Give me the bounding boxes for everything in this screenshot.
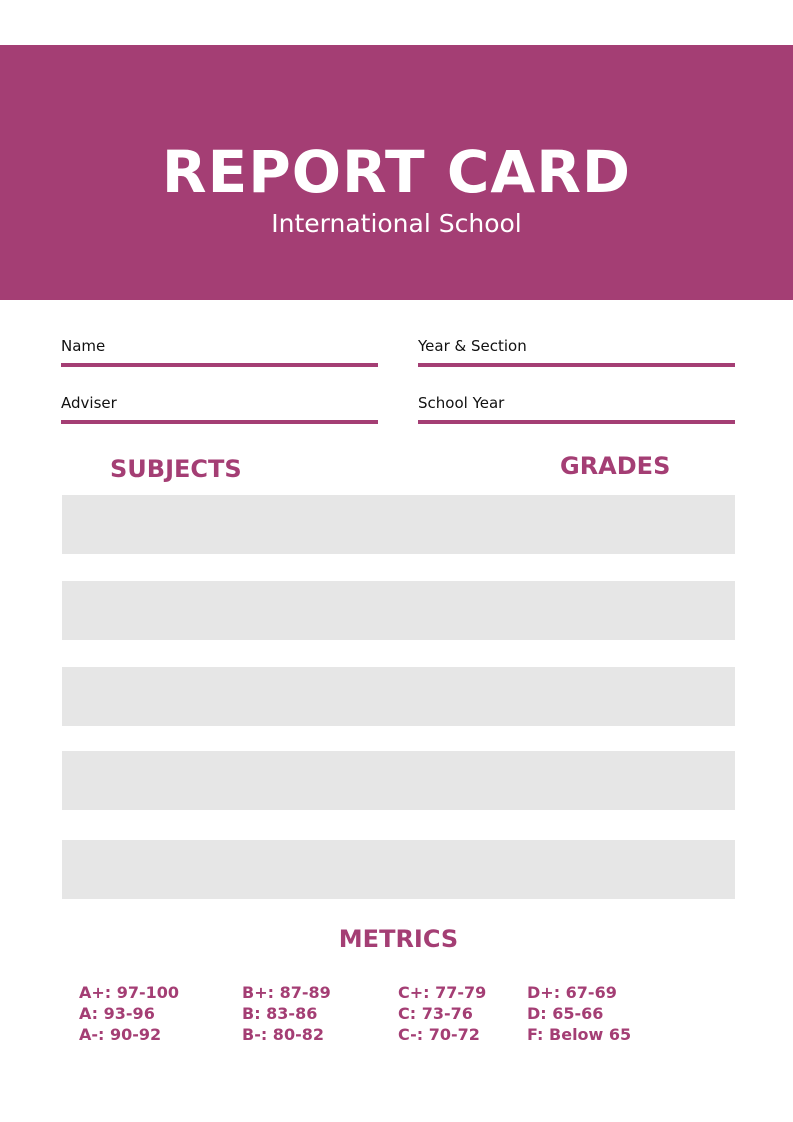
metric-item: B-: 80-82: [242, 1025, 324, 1044]
metrics-heading: METRICS: [338, 925, 459, 953]
year-section-label: Year & Section: [418, 337, 527, 355]
metric-item: F: Below 65: [527, 1025, 632, 1044]
metrics-column-c: [398, 982, 486, 1045]
school-year-underline: [418, 420, 735, 424]
adviser-underline: [61, 420, 378, 424]
school-year-field[interactable]: [418, 394, 735, 414]
subject-row[interactable]: [62, 581, 735, 640]
metrics-column-b: [242, 982, 331, 1045]
school-name: International School: [271, 209, 522, 238]
metrics-column-d: [527, 982, 631, 1045]
metric-item: A+: 97-100: [79, 983, 180, 1002]
page-title: REPORT CARD: [161, 138, 632, 206]
name-field[interactable]: [61, 337, 378, 357]
school-year-label: School Year: [418, 394, 505, 412]
name-label: Name: [61, 337, 106, 355]
metric-item: D+: 67-69: [527, 983, 617, 1002]
metric-item: C-: 70-72: [398, 1025, 480, 1044]
metric-item: A-: 90-92: [79, 1025, 162, 1044]
metric-item: B: 83-86: [242, 1004, 318, 1023]
year-section-underline: [418, 363, 735, 367]
adviser-label: Adviser: [61, 394, 117, 412]
metric-item: A: 93-96: [79, 1004, 155, 1023]
metric-item: C: 73-76: [398, 1004, 473, 1023]
subjects-heading: SUBJECTS: [110, 455, 242, 483]
adviser-field[interactable]: [61, 394, 378, 414]
metrics-column-a: [79, 982, 179, 1045]
subject-row[interactable]: [62, 495, 735, 554]
subject-row[interactable]: [62, 751, 735, 810]
subject-row[interactable]: [62, 840, 735, 899]
year-section-field[interactable]: [418, 337, 735, 357]
name-underline: [61, 363, 378, 367]
grades-heading: GRADES: [560, 452, 671, 480]
metric-item: B+: 87-89: [242, 983, 331, 1002]
metric-item: C+: 77-79: [398, 983, 487, 1002]
metric-item: D: 65-66: [527, 1004, 604, 1023]
subject-row[interactable]: [62, 667, 735, 726]
